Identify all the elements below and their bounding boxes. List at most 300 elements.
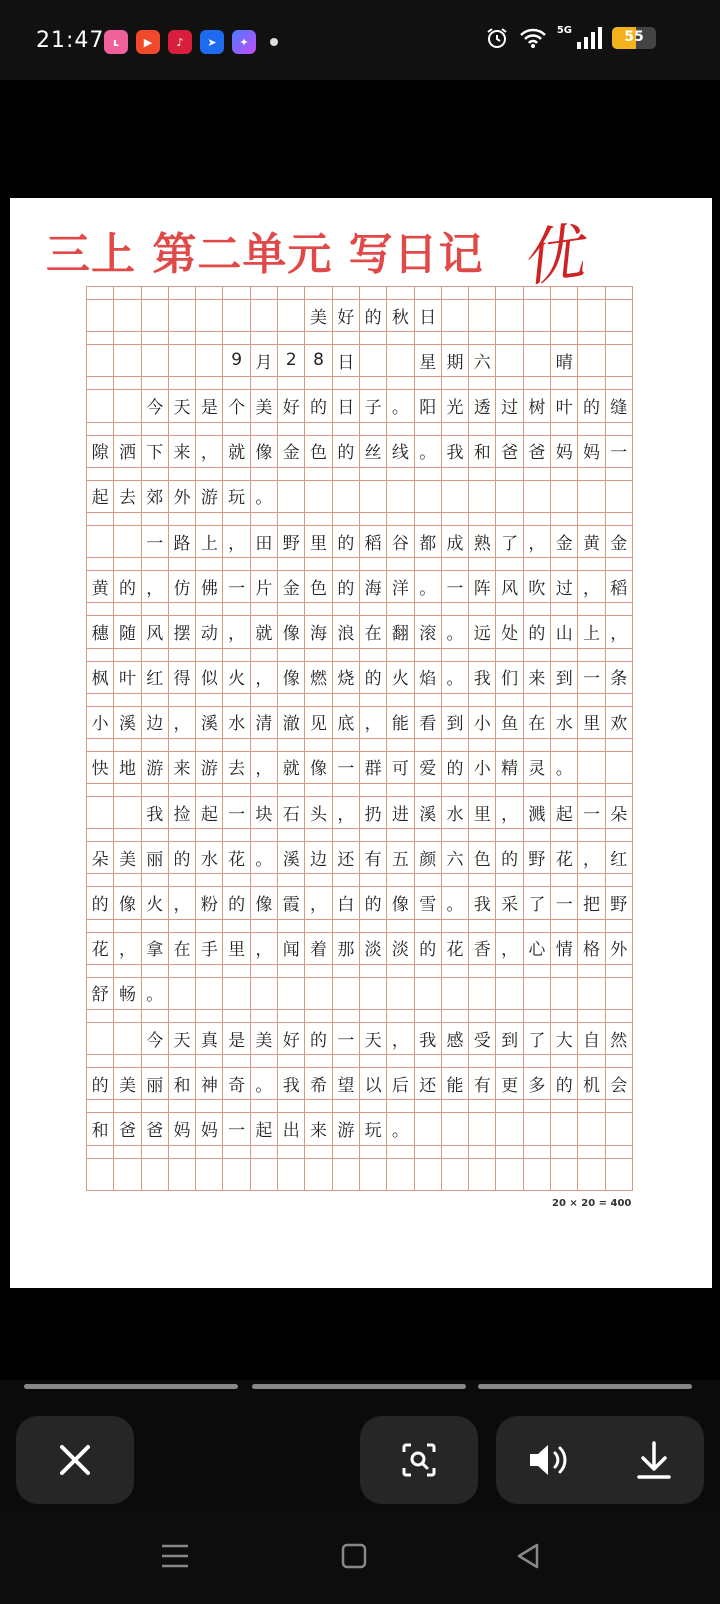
grid-cell: 一 [333,739,360,784]
grid-cell [469,965,496,1010]
grid-cell: 有 [360,829,387,874]
grid-cell: 希 [305,1055,332,1100]
grid-cell: 熟 [469,513,496,558]
grid-cell: 洋 [387,558,414,603]
grid-cell: ， [606,603,633,648]
page-indicator-1 [24,1384,238,1389]
grid-cell: 秋 [387,287,414,332]
network-type: 5G [556,24,572,36]
grid-cell: 浪 [333,603,360,648]
grid-cell [223,965,250,1010]
grid-cell [469,468,496,513]
volume-icon[interactable] [528,1442,572,1478]
grid-cell: 手 [196,920,223,965]
grid-cell [551,1146,578,1191]
page-indicator-3 [478,1384,692,1389]
grid-cell: 风 [496,558,523,603]
grid-cell: 花 [442,920,469,965]
grid-cell [606,965,633,1010]
grid-cell: 山 [551,603,578,648]
grid-cell: 的 [360,649,387,694]
grid-cell: 像 [305,739,332,784]
grid-cell: 我 [469,649,496,694]
grid-cell: 的 [333,423,360,468]
paper-plane-app-icon: ➤ [200,30,224,54]
grid-cell: 远 [469,603,496,648]
grid-cell [606,1100,633,1145]
grid-cell [415,1146,442,1191]
grid-cell: 快 [87,739,114,784]
grid-cell: 还 [333,829,360,874]
grid-cell: 游 [333,1100,360,1145]
grid-cell: 拿 [142,920,169,965]
grid-cell: 起 [551,784,578,829]
grid-cell: 缝 [606,377,633,422]
grid-cell [114,377,141,422]
close-button[interactable] [16,1416,134,1504]
grid-cell: 阳 [415,377,442,422]
grid-cell: 澈 [278,694,305,739]
grid-cell [278,468,305,513]
grid-cell [114,784,141,829]
grid-cell [142,287,169,332]
grid-cell: 金 [278,558,305,603]
grid-cell: 精 [496,739,523,784]
grid-cell: 。 [142,965,169,1010]
grid-cell: 个 [223,377,250,422]
grid-cell [606,332,633,377]
grid-cell: 就 [251,603,278,648]
grid-cell: 闻 [278,920,305,965]
grid-cell: 火 [387,649,414,694]
grid-cell: ， [333,784,360,829]
grid-cell: 在 [169,920,196,965]
notification-app-icons [104,30,278,54]
grid-cell: 妈 [196,1100,223,1145]
grid-cell [551,287,578,332]
grid-cell [142,332,169,377]
grid-cell [87,1146,114,1191]
grid-cell: 头 [305,784,332,829]
grid-cell: 月 [251,332,278,377]
grid-cell: 畅 [114,965,141,1010]
grid-cell: 枫 [87,649,114,694]
grid-cell: 里 [578,694,605,739]
grid-cell: 来 [305,1100,332,1145]
grid-cell: 颜 [415,829,442,874]
grid-cell [278,287,305,332]
grid-cell: 一 [223,784,250,829]
grid-cell [387,965,414,1010]
grid-cell: 玩 [360,1100,387,1145]
back-icon[interactable] [515,1542,541,1570]
signal-strength-icon [576,27,602,49]
grid-cell: 田 [251,513,278,558]
grid-cell: 五 [387,829,414,874]
grid-cell: 淡 [387,920,414,965]
grid-cell: ， [578,558,605,603]
grid-cell [469,287,496,332]
battery-level: 55 [624,29,644,45]
grid-cell: 子 [360,377,387,422]
grid-cell: 里 [305,513,332,558]
grid-cell [415,1100,442,1145]
grid-cell: 花 [551,829,578,874]
grid-cell: 到 [442,694,469,739]
grid-cell: 一 [578,784,605,829]
grid-cell [387,1146,414,1191]
grid-cell: 像 [251,874,278,919]
grid-cell [496,1146,523,1191]
grid-cell [114,1010,141,1055]
grid-cell: 大 [551,1010,578,1055]
grid-cell [196,287,223,332]
grid-cell: 来 [169,739,196,784]
grid-cell: 舒 [87,965,114,1010]
grid-cell: 金 [278,423,305,468]
grid-cell: 我 [415,1010,442,1055]
grid-cell: 了 [496,513,523,558]
menu-icon[interactable] [160,1542,190,1570]
grid-cell [578,287,605,332]
image-viewer[interactable] [0,80,720,1380]
grid-cell: 光 [442,377,469,422]
grid-cell: 我 [469,874,496,919]
grid-cell: 。 [387,377,414,422]
grid-cell: ， [114,920,141,965]
grid-cell: 树 [524,377,551,422]
grid-cell [223,1146,250,1191]
grid-cell [387,332,414,377]
grid-cell: 。 [415,423,442,468]
grid-cell: 一 [442,558,469,603]
grid-cell [551,1100,578,1145]
grid-cell: 。 [251,468,278,513]
grid-cell: 一 [606,423,633,468]
grid-cell: 天 [169,1010,196,1055]
grid-cell: ， [251,739,278,784]
grid-cell: 花 [87,920,114,965]
wifi-icon [519,27,547,49]
grid-cell: 来 [524,649,551,694]
grid-cell: 成 [442,513,469,558]
grid-cell: 星 [415,332,442,377]
grid-cell: 色 [305,423,332,468]
grid-cell: 花 [223,829,250,874]
grid-cell: 的 [87,874,114,919]
scan-button[interactable] [360,1416,478,1504]
grid-cell: ， [251,649,278,694]
grid-cell: 谷 [387,513,414,558]
grid-cell: 一 [223,1100,250,1145]
grid-cell: 。 [442,603,469,648]
grid-cell: 水 [442,784,469,829]
grid-cell: 得 [169,649,196,694]
grid-cell [87,287,114,332]
grid-cell: 那 [333,920,360,965]
grid-cell: 透 [469,377,496,422]
grid-cell: 火 [223,649,250,694]
grid-cell: 到 [551,649,578,694]
grid-cell: 今 [142,377,169,422]
grid-cell: 日 [415,287,442,332]
grid-cell: 丝 [360,423,387,468]
grid-cell: 爸 [524,423,551,468]
grid-cell: 爱 [415,739,442,784]
grid-cell: 一 [551,874,578,919]
grid-cell: 游 [142,739,169,784]
grid-cell: 小 [469,739,496,784]
grid-cell: ， [578,829,605,874]
grid-cell: 在 [524,694,551,739]
grid-cell [524,965,551,1010]
grid-cell: 溪 [196,694,223,739]
grid-cell: 水 [223,694,250,739]
grid-cell: 受 [469,1010,496,1055]
grid-cell: 爸 [114,1100,141,1145]
grid-cell: 路 [169,513,196,558]
grid-cell: 溪 [415,784,442,829]
grid-cell [578,739,605,784]
grid-cell: 边 [142,694,169,739]
diary-photo[interactable] [10,198,712,1288]
grid-cell: 海 [305,603,332,648]
grid-cell: 。 [387,1100,414,1145]
grid-cell [578,1146,605,1191]
grid-cell [578,468,605,513]
grid-cell [87,784,114,829]
grid-cell: 滚 [415,603,442,648]
grid-cell [87,1010,114,1055]
grid-cell [442,965,469,1010]
grid-cell: ， [496,920,523,965]
grid-cell: 。 [251,829,278,874]
grid-cell: 一 [223,558,250,603]
grid-cell: 阵 [469,558,496,603]
grid-cell: 金 [551,513,578,558]
media-actions [496,1416,704,1504]
grid-cell [169,1146,196,1191]
grid-cell: 稻 [360,513,387,558]
battery-indicator [612,27,656,49]
grid-cell: 妈 [551,423,578,468]
grid-cell: 和 [169,1055,196,1100]
grid-cell [196,1146,223,1191]
grid-cell: 在 [360,603,387,648]
grid-cell [496,332,523,377]
grid-cell: 了 [524,874,551,919]
grid-cell: 扔 [360,784,387,829]
grid-cell: 爸 [142,1100,169,1145]
grid-cell: 的 [305,377,332,422]
grid-cell: 的 [169,829,196,874]
grid-cell [524,1146,551,1191]
grid-cell: 出 [278,1100,305,1145]
grid-cell: 条 [606,649,633,694]
grid-cell: 。 [442,649,469,694]
grid-cell: 。 [442,874,469,919]
grid-cell: 就 [223,423,250,468]
grid-cell: 野 [278,513,305,558]
grid-cell: 霞 [278,874,305,919]
grid-cell: 过 [551,558,578,603]
scan-icon [401,1442,437,1478]
grid-cell [278,1146,305,1191]
grid-cell [606,1146,633,1191]
grid-cell: 后 [387,1055,414,1100]
grid-cell: 黄 [578,513,605,558]
grid-cell: 像 [278,603,305,648]
grid-cell: 火 [142,874,169,919]
grid-cell: 感 [442,1010,469,1055]
download-icon[interactable] [636,1440,672,1480]
grid-cell: 望 [333,1055,360,1100]
grid-cell: 和 [87,1100,114,1145]
grid-cell: ， [251,920,278,965]
grid-cell: 的 [305,1010,332,1055]
grid-cell: 里 [223,920,250,965]
grid-cell [333,965,360,1010]
grid-cell: 去 [114,468,141,513]
grid-cell: 外 [169,468,196,513]
grid-cell: 情 [551,920,578,965]
grid-cell [578,965,605,1010]
grid-cell: 。 [551,739,578,784]
grid-cell: ， [524,513,551,558]
grid-cell: 上 [578,603,605,648]
grid-cell: ， [305,874,332,919]
grid-cell: 的 [496,829,523,874]
grid-cell: 的 [551,1055,578,1100]
grid-cell: 灵 [524,739,551,784]
grid-cell: 机 [578,1055,605,1100]
grid-cell [251,1146,278,1191]
grid-cell: 郊 [142,468,169,513]
grid-cell [87,377,114,422]
grid-cell [360,332,387,377]
grid-cell [442,468,469,513]
grid-cell [114,287,141,332]
grid-cell: 粉 [196,874,223,919]
grid-cell [524,332,551,377]
grid-cell: 过 [496,377,523,422]
grid-cell: 佛 [196,558,223,603]
grid-cell: 日 [333,332,360,377]
grid-cell: 还 [415,1055,442,1100]
grid-cell: 的 [87,1055,114,1100]
grid-cell: 美 [251,1010,278,1055]
home-icon[interactable] [340,1542,368,1570]
grid-cell: 随 [114,603,141,648]
grid-cell [360,965,387,1010]
grid-cell: 神 [196,1055,223,1100]
grid-cell: ， [496,784,523,829]
grid-cell: 片 [251,558,278,603]
grid-cell: 叶 [114,649,141,694]
grid-cell: 处 [496,603,523,648]
grid-cell: 红 [606,829,633,874]
grid-cell: 自 [578,1010,605,1055]
grid-cell [606,739,633,784]
grid-cell: 外 [606,920,633,965]
grid-cell: ， [169,874,196,919]
grid-cell: ， [223,603,250,648]
spark-app-icon: ✦ [232,30,256,54]
grid-cell: 野 [524,829,551,874]
grid-cell: 水 [551,694,578,739]
grid-cell: 一 [142,513,169,558]
grid-cell: 好 [278,377,305,422]
grid-cell: 隙 [87,423,114,468]
grid-cell [442,1100,469,1145]
grid-cell: 我 [442,423,469,468]
grid-cell: 期 [442,332,469,377]
grid-cell: 有 [469,1055,496,1100]
grid-cell: 烧 [333,649,360,694]
grid-cell: 一 [333,1010,360,1055]
grid-cell: 叶 [551,377,578,422]
status-time: 21:47 [36,28,105,53]
more-notifications-dot-icon [270,38,278,46]
grid-cell: 溪 [278,829,305,874]
grid-cell [305,965,332,1010]
grid-cell [496,287,523,332]
grid-cell: 像 [278,649,305,694]
grid-cell: 洒 [114,423,141,468]
grid-cell: 游 [196,468,223,513]
grid-cell: 清 [251,694,278,739]
grid-cell: 丽 [142,1055,169,1100]
grid-cell: 会 [606,1055,633,1100]
grid-cell [469,1146,496,1191]
grid-cell: 边 [305,829,332,874]
grid-cell: 我 [278,1055,305,1100]
grid-cell [223,287,250,332]
grid-cell [442,287,469,332]
grid-cell: 们 [496,649,523,694]
grid-cell: 起 [196,784,223,829]
grid-cell: 块 [251,784,278,829]
grid-cell: ， [142,558,169,603]
grid-cell: 美 [114,1055,141,1100]
grid-cell: 真 [196,1010,223,1055]
grid-cell: 水 [196,829,223,874]
grid-cell: 可 [387,739,414,784]
grid-cell [196,965,223,1010]
grid-cell: 日 [333,377,360,422]
grid-cell [360,468,387,513]
grid-cell: 焰 [415,649,442,694]
lulu-app-icon: ʟ [104,30,128,54]
grid-cell [87,513,114,558]
grid-cell [387,468,414,513]
grid-cell: 去 [223,739,250,784]
close-icon [58,1443,92,1477]
grid-cell: 色 [469,829,496,874]
grid-cell: 2 [278,332,305,377]
grid-cell: ， [169,694,196,739]
grid-cell: 的 [360,874,387,919]
grid-cell: ， [196,423,223,468]
grid-cell: 野 [606,874,633,919]
grid-cell [196,332,223,377]
grid-cell: 的 [578,377,605,422]
grid-cell: 金 [606,513,633,558]
grid-cell: 就 [278,739,305,784]
grid-cell: ， [223,513,250,558]
grid-cell: 起 [87,468,114,513]
grid-cell: 朵 [87,829,114,874]
